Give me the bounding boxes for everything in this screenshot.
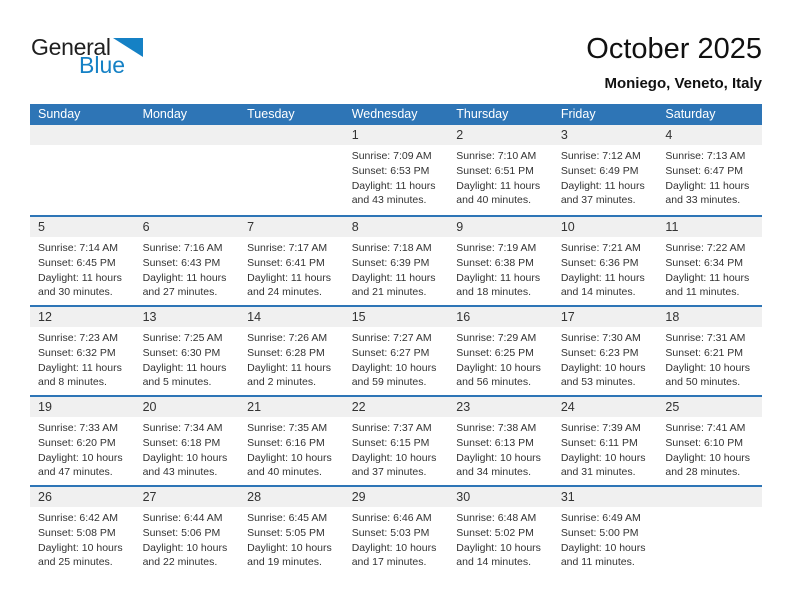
day-cell [344,217,449,305]
daylight-text-line1: Daylight: 10 hours [351,361,437,374]
day-number-band [344,307,449,327]
sunset-text: Sunset: 6:43 PM [142,256,221,269]
sunset-text: Sunset: 6:18 PM [142,436,221,449]
daylight-text-line2: and 18 minutes. [456,286,531,299]
day-cell [553,397,658,485]
day-details [657,145,762,208]
sunrise-text: Sunrise: 7:23 AM [38,332,118,344]
day-details [30,507,135,570]
weekday-header-friday: Friday [560,107,596,121]
empty-day-cell [30,125,135,215]
sunset-text: Sunset: 5:02 PM [456,526,534,539]
day-number: 29 [351,490,366,504]
daylight-text-line2: and 40 minutes. [456,194,531,207]
sunset-text: Sunset: 6:13 PM [456,436,534,449]
day-cell [30,307,135,395]
day-number-band [448,487,553,507]
day-number-band [239,307,344,327]
weekday-header-sunday: Sunday [38,107,81,121]
sunset-text: Sunset: 6:23 PM [560,346,639,359]
day-number-band [553,487,658,507]
day-details [553,507,658,570]
day-cell [135,217,240,305]
day-number-band [30,217,135,237]
day-number-band [448,307,553,327]
sunset-text: Sunset: 6:39 PM [351,256,430,269]
daylight-text-line1: Daylight: 10 hours [351,541,437,554]
daylight-text-line1: Daylight: 11 hours [38,361,122,374]
day-number-band [344,217,449,237]
day-number: 27 [142,490,157,504]
week-row [30,215,762,305]
daylight-text-line1: Daylight: 10 hours [247,451,332,464]
sunrise-text: Sunrise: 7:12 AM [560,150,641,162]
daylight-text-line1: Daylight: 10 hours [456,361,541,374]
daylight-text-line2: and 14 minutes. [560,286,636,299]
day-number-band [657,217,762,237]
page-title: October 2025 [586,33,762,65]
sunrise-text: Sunrise: 7:19 AM [456,242,537,254]
day-number: 30 [456,490,471,504]
day-cell [239,307,344,395]
daylight-text-line1: Daylight: 10 hours [560,541,646,554]
day-number-band [553,397,658,417]
day-details [657,417,762,480]
day-details [448,327,553,390]
day-cell [657,125,762,215]
daylight-text-line1: Daylight: 11 hours [665,179,750,192]
day-number: 31 [560,490,575,504]
day-number: 16 [456,310,471,324]
daylight-text-line1: Daylight: 11 hours [560,271,645,284]
day-details [135,507,240,570]
day-number: 17 [560,310,575,324]
sunrise-text: Sunrise: 7:41 AM [665,422,746,434]
daylight-text-line2: and 5 minutes. [142,376,212,389]
day-cell [135,487,240,575]
day-number-band [30,125,135,145]
day-number-band [135,125,240,145]
day-number: 6 [142,220,150,234]
daylight-text-line1: Daylight: 11 hours [456,271,541,284]
sunset-text: Sunset: 5:03 PM [351,526,430,539]
sunset-text: Sunset: 6:27 PM [351,346,430,359]
sunset-text: Sunset: 6:36 PM [560,256,639,269]
sunset-text: Sunset: 6:16 PM [247,436,325,449]
day-cell [553,307,658,395]
weekday-header-row [30,104,762,125]
sunrise-text: Sunrise: 7:31 AM [665,332,746,344]
sunrise-text: Sunrise: 7:39 AM [560,422,641,434]
daylight-text-line1: Daylight: 11 hours [456,179,541,192]
daylight-text-line2: and 24 minutes. [247,286,322,299]
day-cell [448,125,553,215]
daylight-text-line2: and 21 minutes. [351,286,427,299]
sunrise-text: Sunrise: 7:16 AM [142,242,223,254]
day-number: 7 [247,220,255,234]
sunset-text: Sunset: 6:11 PM [560,436,638,449]
weekday-header-thursday: Thursday [456,107,509,121]
sunrise-text: Sunrise: 6:46 AM [351,512,432,524]
sunrise-text: Sunrise: 6:48 AM [456,512,537,524]
empty-day-cell [657,487,762,575]
daylight-text-line1: Daylight: 11 hours [351,271,436,284]
daylight-text-line2: and 56 minutes. [456,376,531,389]
day-number-band [448,217,553,237]
day-number: 21 [247,400,262,414]
daylight-text-line1: Daylight: 10 hours [38,451,123,464]
daylight-text-line1: Daylight: 11 hours [38,271,122,284]
day-details [30,237,135,300]
day-number-band [553,217,658,237]
day-cell [657,217,762,305]
day-number: 11 [665,220,679,234]
daylight-text-line2: and 19 minutes. [247,556,322,569]
daylight-text-line2: and 50 minutes. [665,376,741,389]
day-number: 9 [456,220,464,234]
daylight-text-line2: and 43 minutes. [351,194,427,207]
day-details [553,237,658,300]
daylight-text-line1: Daylight: 11 hours [665,271,750,284]
day-number: 5 [38,220,45,234]
day-details [553,145,658,208]
daylight-text-line1: Daylight: 10 hours [142,541,228,554]
sunrise-text: Sunrise: 7:29 AM [456,332,537,344]
day-cell [135,397,240,485]
daylight-text-line2: and 59 minutes. [351,376,427,389]
sunrise-text: Sunrise: 7:37 AM [351,422,432,434]
daylight-text-line1: Daylight: 10 hours [456,541,541,554]
daylight-text-line2: and 37 minutes. [351,466,427,479]
day-details [135,417,240,480]
daylight-text-line2: and 2 minutes. [247,376,317,389]
day-details [448,507,553,570]
daylight-text-line1: Daylight: 11 hours [142,271,227,284]
day-number: 8 [351,220,359,234]
sunset-text: Sunset: 6:45 PM [38,256,116,269]
sunset-text: Sunset: 6:32 PM [38,346,116,359]
day-cell [448,397,553,485]
sunset-text: Sunset: 6:34 PM [665,256,744,269]
daylight-text-line2: and 14 minutes. [456,556,531,569]
daylight-text-line1: Daylight: 10 hours [560,451,646,464]
daylight-text-line1: Daylight: 11 hours [247,271,331,284]
day-details [344,417,449,480]
day-cell [344,487,449,575]
sunrise-text: Sunrise: 7:10 AM [456,150,537,162]
sunset-text: Sunset: 6:25 PM [456,346,534,359]
sunrise-text: Sunrise: 6:44 AM [142,512,223,524]
day-number: 25 [665,400,680,414]
day-details [135,327,240,390]
day-details [553,327,658,390]
daylight-text-line2: and 40 minutes. [247,466,322,479]
day-details [344,507,449,570]
day-number-band [657,487,762,507]
day-number-band [344,397,449,417]
day-number-band [344,125,449,145]
calendar [30,104,762,575]
daylight-text-line1: Daylight: 10 hours [38,541,123,554]
sunset-text: Sunset: 6:38 PM [456,256,534,269]
daylight-text-line2: and 11 minutes. [560,556,635,569]
day-number-band [135,307,240,327]
day-number-band [239,397,344,417]
sunrise-text: Sunrise: 7:38 AM [456,422,537,434]
day-number: 24 [560,400,575,414]
day-details [239,417,344,480]
day-details [448,145,553,208]
daylight-text-line2: and 22 minutes. [142,556,218,569]
sunrise-text: Sunrise: 7:17 AM [247,242,328,254]
weekday-header-saturday: Saturday [665,107,716,121]
day-number: 20 [142,400,157,414]
day-number-band [344,487,449,507]
day-number-band [239,217,344,237]
day-cell [30,487,135,575]
day-details [448,237,553,300]
week-row [30,395,762,485]
day-number-band [30,307,135,327]
day-number: 4 [665,128,673,142]
day-details [344,327,449,390]
sunrise-text: Sunrise: 6:42 AM [38,512,118,524]
daylight-text-line2: and 30 minutes. [38,286,113,299]
day-cell [448,307,553,395]
day-details [239,507,344,570]
daylight-text-line2: and 43 minutes. [142,466,218,479]
day-cell [448,217,553,305]
sunset-text: Sunset: 5:08 PM [38,526,116,539]
sunrise-text: Sunrise: 6:45 AM [247,512,328,524]
day-details [553,417,658,480]
day-number: 10 [560,220,575,234]
daylight-text-line1: Daylight: 10 hours [560,361,646,374]
day-number: 28 [247,490,262,504]
daylight-text-line1: Daylight: 11 hours [247,361,331,374]
calendar-weeks [30,125,762,575]
sunrise-text: Sunrise: 7:14 AM [38,242,118,254]
day-cell [448,487,553,575]
sunrise-text: Sunrise: 7:27 AM [351,332,432,344]
sunset-text: Sunset: 6:20 PM [38,436,116,449]
sunset-text: Sunset: 5:00 PM [560,526,639,539]
day-number: 14 [247,310,262,324]
sunset-text: Sunset: 6:51 PM [456,164,534,177]
day-cell [657,307,762,395]
day-number: 23 [456,400,471,414]
daylight-text-line2: and 27 minutes. [142,286,218,299]
daylight-text-line2: and 11 minutes. [665,286,740,299]
day-cell [239,217,344,305]
day-details [344,145,449,208]
day-number: 18 [665,310,680,324]
sunrise-text: Sunrise: 7:35 AM [247,422,328,434]
day-number-band [448,397,553,417]
day-number: 1 [351,128,359,142]
sunset-text: Sunset: 6:30 PM [142,346,221,359]
day-number-band [239,125,344,145]
logo-text-blue: Blue [79,52,126,78]
day-number: 15 [351,310,366,324]
weekday-header-tuesday: Tuesday [247,107,295,121]
sunrise-text: Sunrise: 7:09 AM [351,150,432,162]
day-number-band [553,307,658,327]
day-details [30,327,135,390]
sunset-text: Sunset: 6:10 PM [665,436,744,449]
daylight-text-line2: and 33 minutes. [665,194,741,207]
day-cell [344,125,449,215]
sunset-text: Sunset: 6:41 PM [247,256,325,269]
sunset-text: Sunset: 5:06 PM [142,526,221,539]
sunrise-text: Sunrise: 7:13 AM [665,150,746,162]
sunrise-text: Sunrise: 7:34 AM [142,422,223,434]
week-row [30,125,762,215]
day-details [135,237,240,300]
day-number: 3 [560,128,568,142]
location-subtitle: Moniego, Veneto, Italy [604,75,762,92]
daylight-text-line1: Daylight: 10 hours [665,361,751,374]
day-details [657,327,762,390]
sunset-text: Sunset: 5:05 PM [247,526,325,539]
sunset-text: Sunset: 6:49 PM [560,164,639,177]
day-number-band [30,397,135,417]
daylight-text-line1: Daylight: 10 hours [247,541,332,554]
day-details [344,237,449,300]
sunset-text: Sunset: 6:47 PM [665,164,744,177]
logo-text-general: General [31,34,111,60]
day-details [448,417,553,480]
daylight-text-line2: and 17 minutes. [351,556,427,569]
day-cell [344,397,449,485]
daylight-text-line2: and 34 minutes. [456,466,531,479]
day-number-band [135,487,240,507]
sunrise-text: Sunrise: 7:26 AM [247,332,328,344]
day-cell [553,125,658,215]
day-number-band [553,125,658,145]
day-number: 12 [38,310,52,324]
daylight-text-line1: Daylight: 11 hours [560,179,645,192]
sunset-text: Sunset: 6:53 PM [351,164,430,177]
day-cell [657,397,762,485]
day-cell [135,307,240,395]
daylight-text-line1: Daylight: 10 hours [456,451,541,464]
day-cell [553,487,658,575]
day-number-band [657,307,762,327]
day-number-band [657,397,762,417]
sunset-text: Sunset: 6:28 PM [247,346,325,359]
daylight-text-line2: and 53 minutes. [560,376,636,389]
day-cell [239,397,344,485]
day-cell [30,397,135,485]
day-number: 19 [38,400,52,414]
general-blue-logo [31,36,143,76]
daylight-text-line1: Daylight: 10 hours [142,451,228,464]
day-details [239,327,344,390]
empty-day-cell [135,125,240,215]
day-details [239,237,344,300]
day-details [657,237,762,300]
title-block [586,33,762,92]
daylight-text-line2: and 37 minutes. [560,194,636,207]
sunset-text: Sunset: 6:15 PM [351,436,430,449]
day-number-band [657,125,762,145]
daylight-text-line2: and 8 minutes. [38,376,107,389]
sunset-text: Sunset: 6:21 PM [665,346,744,359]
daylight-text-line1: Daylight: 10 hours [665,451,751,464]
sunrise-text: Sunrise: 7:18 AM [351,242,432,254]
sunrise-text: Sunrise: 7:21 AM [560,242,641,254]
day-details [30,417,135,480]
weekday-header-wednesday: Wednesday [351,107,418,121]
sunrise-text: Sunrise: 6:49 AM [560,512,641,524]
daylight-text-line2: and 31 minutes. [560,466,636,479]
day-cell [344,307,449,395]
day-number: 13 [142,310,157,324]
daylight-text-line1: Daylight: 11 hours [351,179,436,192]
day-number: 2 [456,128,464,142]
sunrise-text: Sunrise: 7:22 AM [665,242,746,254]
day-number: 26 [38,490,52,504]
week-row [30,305,762,395]
daylight-text-line2: and 28 minutes. [665,466,741,479]
day-cell [30,217,135,305]
empty-day-cell [239,125,344,215]
daylight-text-line1: Daylight: 11 hours [142,361,227,374]
weekday-header-monday: Monday [142,107,188,121]
sunrise-text: Sunrise: 7:25 AM [142,332,223,344]
day-number-band [135,217,240,237]
day-number-band [239,487,344,507]
sunrise-text: Sunrise: 7:33 AM [38,422,118,434]
daylight-text-line2: and 25 minutes. [38,556,113,569]
day-number: 22 [351,400,366,414]
daylight-text-line2: and 47 minutes. [38,466,113,479]
daylight-text-line1: Daylight: 10 hours [351,451,437,464]
day-number-band [30,487,135,507]
week-row [30,485,762,575]
day-cell [553,217,658,305]
day-number-band [135,397,240,417]
day-cell [239,487,344,575]
sunrise-text: Sunrise: 7:30 AM [560,332,641,344]
day-number-band [448,125,553,145]
